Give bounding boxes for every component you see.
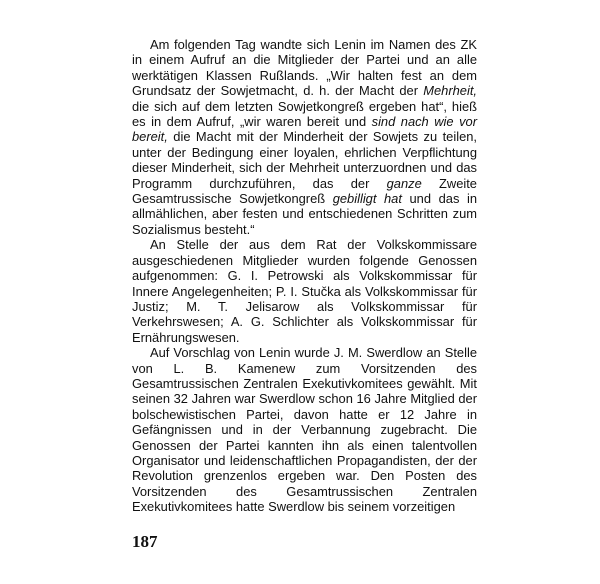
page-number: 187: [132, 532, 158, 551]
paragraph: [132, 37, 477, 237]
emphasized-text: ganze: [386, 175, 422, 191]
paragraph: [132, 237, 477, 345]
body-text: [132, 37, 477, 515]
emphasized-text: sind nach wie vor bereit,: [132, 114, 477, 145]
text-run: Zweite Gesamtrussische Sowjetkongreß: [132, 175, 477, 207]
text-run: und das in allmählichen, aber festen und entschiedenen Schritten zum Sozialismus besteht.“: [132, 191, 477, 237]
text-run: Auf Vorschlag von Lenin wurde J. M. Swerdlow an Stelle von L. B. Kamenew zum Vorsitzenden des Gesamtrussischen Zentralen Exekutivkomitees gewählt. Mit seinen 32 Jahren war Swerdlow schon 16 Jahre Mitglied der bolschewistischen Partei, davon hatte er 12 Jahre in Gefängnissen und in der Verbannung zugebracht. Die Genossen der Partei kannten ihn als einen talentvollen Organisator und leidenschaftlichen Propagandisten, der der Revolution grenzenlos ergeben war. Den Posten des Vorsitzenden des Gesamtrussischen Zentralen Exekutivkomitees hatte Swerdlow bis seinem vorzeitigen: [132, 345, 477, 515]
text-run: Am folgenden Tag wandte sich Lenin im Namen des ZK in einem Aufruf an die Mitglieder der Partei und an alle werktätigen Klassen Rußlands. „Wir halten fest an dem Grundsatz der Sowjetmacht, d. h. der Macht der: [132, 37, 477, 99]
emphasized-text: Mehrheit,: [423, 83, 477, 99]
text-run: An Stelle der aus dem Rat der Volkskommissare ausgeschiedenen Mitglieder wurden folgende Genossen aufgenommen: G. I. Petrowski als Volkskommissar für Innere Angelegenheiten; P. I. Stučka als Volkskommissar für Justiz; M. T. Jelisarow als Volkskommissar für Verkehrswesen; A. G. Schlichter als Volkskommissar für Ernährungswesen.: [132, 237, 477, 345]
emphasized-text: gebilligt hat: [332, 191, 402, 207]
paragraph: [132, 345, 477, 514]
text-run: die Macht mit der Minderheit der Sowjets zu teilen, unter der Bedingung einer loyalen, ehrlichen Verpflichtung dieser Minderheit, sich der Mehrheit unterzuordnen und das Programm durchzuführen, das der: [132, 129, 477, 191]
text-run: die sich auf dem letzten Sowjetkongreß ergeben hat“, hieß es in dem Aufruf, „wir waren bereit und: [132, 98, 477, 130]
